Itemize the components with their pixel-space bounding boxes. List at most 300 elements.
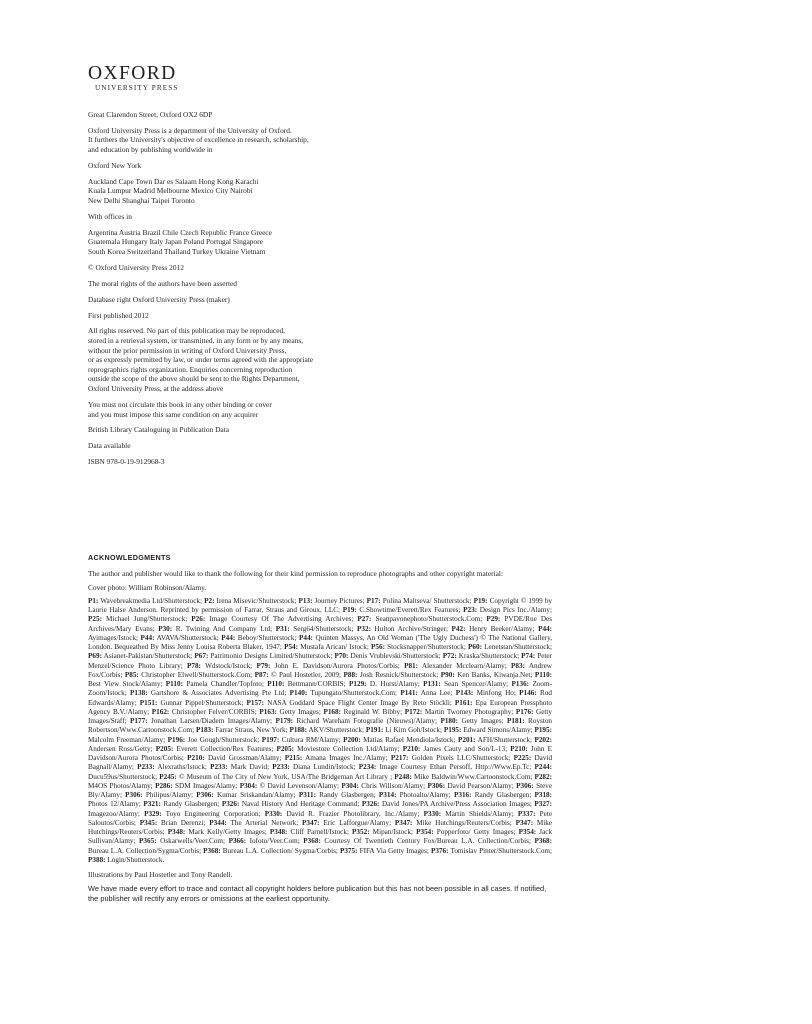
credit-page: P183: <box>195 726 214 735</box>
credit-entry <box>394 773 532 781</box>
credit-entry <box>168 736 260 744</box>
credit-entry <box>276 625 354 633</box>
credit-entry <box>88 652 192 660</box>
credit-entry <box>340 847 429 855</box>
credit-page: P143: <box>455 689 474 698</box>
rights-reserved: All rights reserved. No part of this publication may be reproduced, stored in a retrieval system, or transmitted, in any form or by any means, without the prior permission in writing of Oxford University Press, or as expressly permitted by law, or under terms agreed with the appropriate reprographics rights organization. Enquiries concerning reproduction outside the scope of the above should be sent to the Rights Department, Oxford University Press, at the address above <box>88 326 314 394</box>
credit-text: Irena Misevic/Shutterstock; <box>214 596 297 605</box>
credit-page: P318: <box>534 791 553 800</box>
credit-entry <box>88 856 164 864</box>
credit-page: P129: <box>349 680 367 689</box>
credit-page: P368: <box>203 846 221 855</box>
credit-entry <box>141 634 219 642</box>
credit-page: P321: <box>143 800 161 809</box>
credit-text: Beboy/Shutterstock; <box>235 633 297 642</box>
credit-text: Courtesy Of Twentieth Century Fox/Bureau L.A. Collection/Corbis; <box>320 837 531 846</box>
credit-page: P195: <box>443 726 462 735</box>
credit-entry <box>443 652 519 660</box>
credit-page: P27: <box>357 615 372 624</box>
credit-text: Zoom-Zoom/Istock; <box>88 680 553 698</box>
credit-page: P1: <box>88 596 99 605</box>
acknowledgments-intro: The author and publisher would like to thank the following for their kind permission to reproduce photographs and other copyright material: <box>88 568 504 578</box>
credit-text: Epa European Pressphoto Agency B.V./Alamy; <box>88 698 552 716</box>
credit-text: Polina Maltseva/ Shutterstock; <box>380 596 472 605</box>
credit-text: C.Showtime/Everett/Rex Features; <box>356 606 461 615</box>
credit-text: Seanpavonephoto/Shutterstock.Com; <box>371 615 483 624</box>
credit-text: Joe Gough/Shutterstock; <box>185 735 260 744</box>
credit-entry <box>209 819 298 827</box>
credit-page: P248: <box>394 772 412 781</box>
credit-text: Malcolm Freeman/Alamy; <box>88 735 166 744</box>
credit-entry <box>246 699 451 707</box>
credit-page: P110: <box>165 680 183 689</box>
credit-page: P188: <box>289 726 308 735</box>
credit-entry <box>395 819 512 827</box>
credit-entry <box>454 791 531 799</box>
credit-page: P163: <box>259 707 277 716</box>
cover-photo-credit: Cover photo: William Robinson/Alamy. <box>88 582 207 592</box>
credit-entry <box>166 680 264 688</box>
credit-text: Martin Twomey Photography; <box>422 707 514 716</box>
credit-text: Royston Robertson/Www.Cartoonstock.Com; <box>88 717 553 735</box>
credit-page: P234: <box>358 763 377 772</box>
data-available: Data available <box>88 441 131 451</box>
credit-text: Login/Shutterstock. <box>105 855 165 864</box>
credit-text: Getty Images/Staff; <box>88 707 553 726</box>
credit-text: Mark David; <box>227 763 270 772</box>
publishing-cities: Oxford New York <box>88 160 142 170</box>
credit-entry <box>222 800 360 808</box>
credit-page: P330: <box>423 809 442 818</box>
credit-entry <box>366 726 442 734</box>
credit-page: P81: <box>404 661 419 670</box>
credit-entry <box>343 606 461 614</box>
credit-text: Matias Rafael Mendiola/Istock; <box>360 735 456 744</box>
credit-page: P69: <box>88 652 102 661</box>
credit-page: P329: <box>144 809 162 818</box>
credit-entry <box>423 680 508 688</box>
credit-page: P176: <box>515 707 534 716</box>
credit-page: P179: <box>275 717 294 726</box>
credit-page: P314: <box>378 791 397 800</box>
credit-entry <box>196 791 295 799</box>
credit-entry <box>204 597 296 605</box>
credit-text: Bettmann/CORBIS; <box>284 680 346 689</box>
credit-entry <box>130 717 272 725</box>
credit-page: P376: <box>430 846 449 855</box>
credit-text: Farrar Straus, New York; <box>213 726 288 735</box>
credit-page: P347: <box>515 818 534 827</box>
credit-entry <box>88 597 202 605</box>
credit-text: M4OS Photos/Alamy; <box>88 781 153 790</box>
credit-entry <box>424 810 514 818</box>
credit-text: Oskarwells/Veer.Com; <box>156 837 226 846</box>
credit-page: P141: <box>400 689 418 698</box>
credit-entry <box>359 763 532 771</box>
credit-page: P354: <box>518 828 537 837</box>
credit-page: P366: <box>228 837 247 846</box>
credit-entry <box>130 689 286 697</box>
imprint-block <box>88 110 408 473</box>
credit-text: © Paul Hostetler, 2009; <box>268 670 341 679</box>
credit-entry <box>210 763 269 771</box>
credit-text: Lenetstan/Shutterstock; <box>481 643 553 652</box>
credit-entry <box>159 773 392 781</box>
credit-text: David Grossman/Alamy; <box>204 754 282 763</box>
credit-text: Patrimonio Designs Limited/Shutterstock; <box>208 652 333 661</box>
credit-page: P365: <box>139 837 157 846</box>
credit-page: P191: <box>365 726 384 735</box>
credit-entry <box>137 763 207 771</box>
credit-page: P304: <box>341 781 359 790</box>
credit-page: P210: <box>187 754 205 763</box>
credit-text: Josh Resnick/Shutterstock; <box>357 670 439 679</box>
credit-text: FIFA Via Getty Images; <box>357 846 429 855</box>
credit-text: Pete Saloutos/Corbis; <box>88 809 553 827</box>
credit-page: P172: <box>404 707 423 716</box>
credit-page: P330: <box>264 809 283 818</box>
credit-page: P30: <box>158 624 173 633</box>
credit-text: Serg64/Shutterstock; <box>289 624 354 633</box>
credit-entry <box>303 837 531 845</box>
credit-text: Cliff Parnell/Istock; <box>287 828 349 837</box>
credit-entry <box>343 671 438 679</box>
credit-page: P44: <box>221 633 236 642</box>
credit-page: P110: <box>534 670 553 679</box>
credit-entry <box>270 828 349 836</box>
credit-page: P282: <box>534 772 553 781</box>
credit-page: P131: <box>423 680 441 689</box>
credit-page: P375: <box>339 846 358 855</box>
credit-text: John E. Davidson/Aurora Photos/Corbis; <box>270 661 400 670</box>
credit-entry <box>152 708 257 716</box>
credit-text: Asianet-Pakistan/Shutterstock; <box>101 652 193 661</box>
credit-text: Peter Menzel/Science Photo Library; <box>88 652 552 670</box>
credit-entry <box>140 699 244 707</box>
credit-page: P304: <box>239 781 258 790</box>
credit-text: Everett Collection/Rex Features; <box>173 744 274 753</box>
publisher-description: Oxford University Press is a department of the University of Oxford. It furthers the University's objective of excellence in research, scholarship, and education by publishing worldwide in <box>88 125 309 155</box>
credit-entry <box>290 689 397 697</box>
credit-text: Randy Glasbergen; <box>315 791 376 800</box>
credit-entry <box>468 643 552 651</box>
credit-text: Mike Hutchings/Reuters/Corbis; <box>412 818 512 827</box>
credit-entry <box>416 828 515 836</box>
credit-text: AKV/Shutterstock; <box>307 726 364 735</box>
credit-page: P140: <box>289 689 308 698</box>
credit-text: © David Levenson/Alamy; <box>257 781 339 790</box>
credit-entry <box>440 717 503 725</box>
credit-entry <box>400 689 452 697</box>
credit-text: Randy Glasbergen; <box>160 800 220 809</box>
credit-text: Getty Images; <box>276 707 321 716</box>
credit-page: P326: <box>361 800 380 809</box>
credit-page: P181: <box>507 717 525 726</box>
credit-text: Imagezoo/Alamy; <box>88 809 140 818</box>
credit-page: P32: <box>357 624 371 633</box>
credit-page: P195: <box>534 726 553 735</box>
credit-entry <box>463 606 552 614</box>
credit-page: P316: <box>453 791 472 800</box>
credit-text: Photos 12/Alamy; <box>88 800 141 809</box>
credit-entry <box>357 625 448 633</box>
credit-entry <box>334 652 440 660</box>
credit-text: Li Kim Goh/Istock; <box>383 726 443 735</box>
credit-page: P177: <box>130 717 148 726</box>
credit-entry <box>341 782 425 790</box>
credit-text: Mike Hutchings/Reuters/Corbis; <box>88 818 553 837</box>
credit-page: P196: <box>167 735 186 744</box>
credit-page: P56: <box>371 643 385 652</box>
credit-page: P79: <box>256 661 271 670</box>
credit-page: P347: <box>302 818 320 827</box>
isbn: ISBN 978-0-19-912968-3 <box>88 457 165 467</box>
offices-list: Argentina Austria Brazil Chile Czech Republic France Greece Guatemala Hungary Italy Japan Poland Portugal Singapore South Korea Switzerland Thailand Turkey Ukraine Vietnam <box>88 227 272 257</box>
credit-page: P25: <box>88 615 102 624</box>
credit-entry <box>444 726 533 734</box>
credit-entry <box>196 726 288 734</box>
credit-entry <box>143 800 219 808</box>
credit-page: P344: <box>209 818 227 827</box>
logo-wordmark: OXFORD <box>88 63 177 84</box>
acknowledgments-section <box>88 553 552 908</box>
credit-page: P44: <box>298 633 313 642</box>
credit-entry <box>187 754 281 762</box>
credit-text: David Pearson/Alamy; <box>445 781 514 790</box>
credit-page: P354: <box>416 828 434 837</box>
credit-page: P197: <box>261 735 280 744</box>
credit-text: Richard Wareham Fotografie (Nieuws)/Alamy; <box>293 717 438 726</box>
credit-text: Journey Pictures; <box>312 596 365 605</box>
credit-page: P19: <box>342 606 357 615</box>
photo-credits <box>88 597 552 865</box>
credit-entry <box>452 625 535 633</box>
credit-page: P2: <box>204 596 215 605</box>
publishing-city-list: Auckland Cape Town Dar es Salaam Hong Kong Karachi Kuala Lumpur Madrid Melbourne Mexico City Nairobi New Delhi Shanghai Taipei Toronto <box>88 176 259 206</box>
credit-entry <box>362 800 532 808</box>
credit-page: P201: <box>457 735 476 744</box>
credit-entry <box>276 745 399 753</box>
credit-text: Image Courtesy Of The Advertising Archives; <box>205 615 354 624</box>
credit-page: P210: <box>402 744 421 753</box>
credit-page: P72: <box>442 652 457 661</box>
credit-text: Kumar Sriskandan/Alamy; <box>213 791 296 800</box>
credit-page: P306: <box>427 781 446 790</box>
credit-entry <box>352 828 413 836</box>
credit-page: P29: <box>486 615 501 624</box>
credit-entry <box>187 662 252 670</box>
credit-page: P245: <box>159 772 177 781</box>
credit-text: Tupungato/Shutterstock.Com; <box>307 689 398 698</box>
credit-text: Pamela Chandler/Topfoto; <box>182 680 264 689</box>
oxford-logo <box>88 64 178 93</box>
credit-page: P327: <box>534 800 552 809</box>
credit-text: Rod Edwards/Alamy; <box>88 689 552 707</box>
credit-entry <box>221 634 296 642</box>
credit-text: Andrew Fox/Corbis; <box>88 661 553 679</box>
credit-page: P225: <box>513 754 532 763</box>
credit-text: Toyo Engineering Corporation; <box>161 809 261 818</box>
credit-text: Alexander Mcclearn/Alamy; <box>418 661 507 670</box>
credit-page: P90: <box>440 670 455 679</box>
credit-text: Mipan/Istock; <box>369 828 414 837</box>
credit-text: Gunnar Pippel/Shutterstock; <box>157 698 244 707</box>
credit-page: P306: <box>196 791 214 800</box>
credit-text: Brian Derenzi; <box>157 818 206 827</box>
credit-text: Mustafa Arican/ Istock; <box>298 643 369 652</box>
credit-entry <box>267 680 345 688</box>
logo-subtitle: UNIVERSITY PRESS <box>95 84 179 92</box>
credit-text: Christopher Elwell/Shutterstock.Com; <box>138 670 253 679</box>
credit-entry <box>203 847 338 855</box>
credit-text: © Museum of The City of New York, USA/The Bridgeman Art Library ; <box>176 772 393 781</box>
credit-page: P306: <box>516 781 534 790</box>
credit-page: P215: <box>284 754 303 763</box>
credit-text: Jonathan Larsen/Diadem Images/Alamy; <box>147 717 273 726</box>
credit-entry <box>265 810 420 818</box>
credit-entry <box>276 717 438 725</box>
credit-page: P85: <box>124 670 139 679</box>
credit-entry <box>405 708 514 716</box>
credit-text: Steve Bly/Alamy; <box>88 781 553 800</box>
credit-page: P146: <box>519 689 537 698</box>
credit-text: Amana Images Inc./Alamy; <box>302 754 388 763</box>
credit-text: Bureau L.A. Collection/Sygma/Corbis; <box>88 846 202 855</box>
credit-page: P347: <box>394 818 413 827</box>
credit-page: P326: <box>221 800 240 809</box>
credit-page: P348: <box>269 828 288 837</box>
credit-page: P244: <box>534 763 553 772</box>
credit-page: P136: <box>511 680 530 689</box>
credit-page: P74: <box>521 652 536 661</box>
credit-text: Henry Beeker/Alamy; <box>465 624 535 633</box>
credit-text: Andersen Ross/Getty; <box>88 744 153 753</box>
credit-text: Ayimages/Istock; <box>88 633 139 642</box>
credit-text: Chris Willson/Alamy; <box>358 781 426 790</box>
credit-page: P368: <box>303 837 321 846</box>
credit-text: Jack Sullivan/Alamy; <box>88 828 553 846</box>
credit-page: P83: <box>511 661 525 670</box>
credit-page: P168: <box>323 707 342 716</box>
credit-text: Tomislav Pinter/Shutterstock.Com; <box>448 846 553 855</box>
credit-page: P110: <box>267 680 285 689</box>
credit-text: Wavebreakmedia Ltd/Shutterstock; <box>98 596 203 605</box>
credit-text: Quinten Massys, An Old Woman ('The Ugly Duchess') © The National Gallery, London. Bequeathed By Miss Jenny Louisa Roberta Blaker, 1947; <box>88 633 553 652</box>
credit-page: P233: <box>210 763 228 772</box>
credit-entry <box>259 708 320 716</box>
credit-text: Bureau L.A. Collection/ Sygma/Corbis; <box>220 846 338 855</box>
credit-page: P345: <box>139 818 158 827</box>
credit-entry <box>255 671 341 679</box>
credit-text: AFH/Shutterstock; <box>475 735 532 744</box>
credit-page: P202: <box>534 735 553 744</box>
credit-page: P233: <box>137 763 155 772</box>
credit-text: Gartshore & Associates Advertising Pte Ltd; <box>147 689 287 698</box>
credit-entry <box>379 791 451 799</box>
credit-entry <box>404 662 507 670</box>
credit-page: P31: <box>275 624 290 633</box>
credit-text: D. Hurst/Alamy; <box>366 680 420 689</box>
closing-notice: We have made every effort to trace and contact all copyright holders before publication but this has not been possible in all cases. If notified, the publisher will rectify any errors or omissions at the earliest opportunity. <box>88 884 547 903</box>
credit-page: P180: <box>440 717 459 726</box>
credit-entry <box>284 643 369 651</box>
credit-page: P161: <box>454 698 473 707</box>
moral-rights: The moral rights of the authors have been asserted <box>88 278 237 288</box>
credit-page: P88: <box>343 670 358 679</box>
credit-entry <box>144 810 260 818</box>
credit-entry <box>125 791 193 799</box>
credit-text: Minfong Ho; <box>473 689 516 698</box>
credit-page: P200: <box>343 735 361 744</box>
credit-page: P54: <box>284 643 299 652</box>
credit-text: R. Twining And Company Ltd; <box>172 624 273 633</box>
publisher-address: Great Clarendon Street, Oxford OX2 6DP <box>88 110 213 119</box>
credit-page: P44: <box>538 624 553 633</box>
credit-page: P205: <box>155 744 174 753</box>
credit-entry <box>262 736 341 744</box>
database-right: Database right Oxford University Press (maker) <box>88 294 230 304</box>
credit-entry <box>139 837 225 845</box>
credit-text: Stocksnapper/Shutterstock; <box>385 643 466 652</box>
credit-entry <box>191 615 353 623</box>
credit-page: P205: <box>276 744 295 753</box>
credit-text: Reginald W. Bibby; <box>341 707 403 716</box>
credit-page: P44: <box>140 633 155 642</box>
credit-text: Getty Images; <box>458 717 504 726</box>
illustrations-credit: Illustrations by Paul Hostetler and Tony Randell. <box>88 869 233 879</box>
credit-text: Wdstock/Istock; <box>200 661 253 670</box>
credit-page: P217: <box>390 754 409 763</box>
offices-heading: With offices in <box>88 211 132 221</box>
credit-entry <box>458 736 532 744</box>
credit-page: P17: <box>366 596 381 605</box>
credit-entry <box>140 819 206 827</box>
credit-page: P23: <box>463 606 478 615</box>
credit-text: Philipus/Alamy; <box>142 791 194 800</box>
credit-text: Edward Simons/Alamy; <box>461 726 533 735</box>
credit-entry <box>289 726 364 734</box>
credit-page: P157: <box>246 698 265 707</box>
credit-entry <box>155 782 237 790</box>
credit-text: Kraska/Shutterstock; <box>456 652 520 661</box>
credit-text: AVAVA/Shutterstock; <box>154 633 219 642</box>
credit-entry <box>256 662 399 670</box>
credit-entry <box>349 680 420 688</box>
credit-page: P388: <box>88 855 106 864</box>
first-published: First published 2012 <box>88 310 149 320</box>
credit-page: P233: <box>272 763 290 772</box>
credit-text: Ducu59us/Shutterstock; <box>88 772 158 781</box>
copyright-line: © Oxford University Press 2012 <box>88 262 184 272</box>
credit-entry <box>168 828 267 836</box>
credit-entry <box>371 643 466 651</box>
credit-text: John E Davidson/Aurora Photos/Corbis; <box>88 744 553 763</box>
credit-entry <box>403 745 507 753</box>
credit-entry <box>391 754 511 762</box>
credit-page: P60: <box>468 643 482 652</box>
credit-page: P306: <box>125 791 143 800</box>
credit-text: Naval History And Heritage Command; <box>239 800 360 809</box>
credit-text: Diana Lundin/Istock; <box>289 763 356 772</box>
credit-text: David Bagnall/Alamy; <box>88 754 553 772</box>
credit-entry <box>431 847 552 855</box>
credit-text: James Cauty and Son/L-13; <box>420 744 508 753</box>
credit-page: P162: <box>151 707 170 716</box>
credit-text: David R. Frazier Photolibrary, Inc./Alamy; <box>282 809 420 818</box>
credit-page: P337: <box>517 809 536 818</box>
credit-text: NASA Goddard Space Flight Center Image By Reto Stöckli; <box>264 698 452 707</box>
credit-page: P286: <box>155 781 173 790</box>
